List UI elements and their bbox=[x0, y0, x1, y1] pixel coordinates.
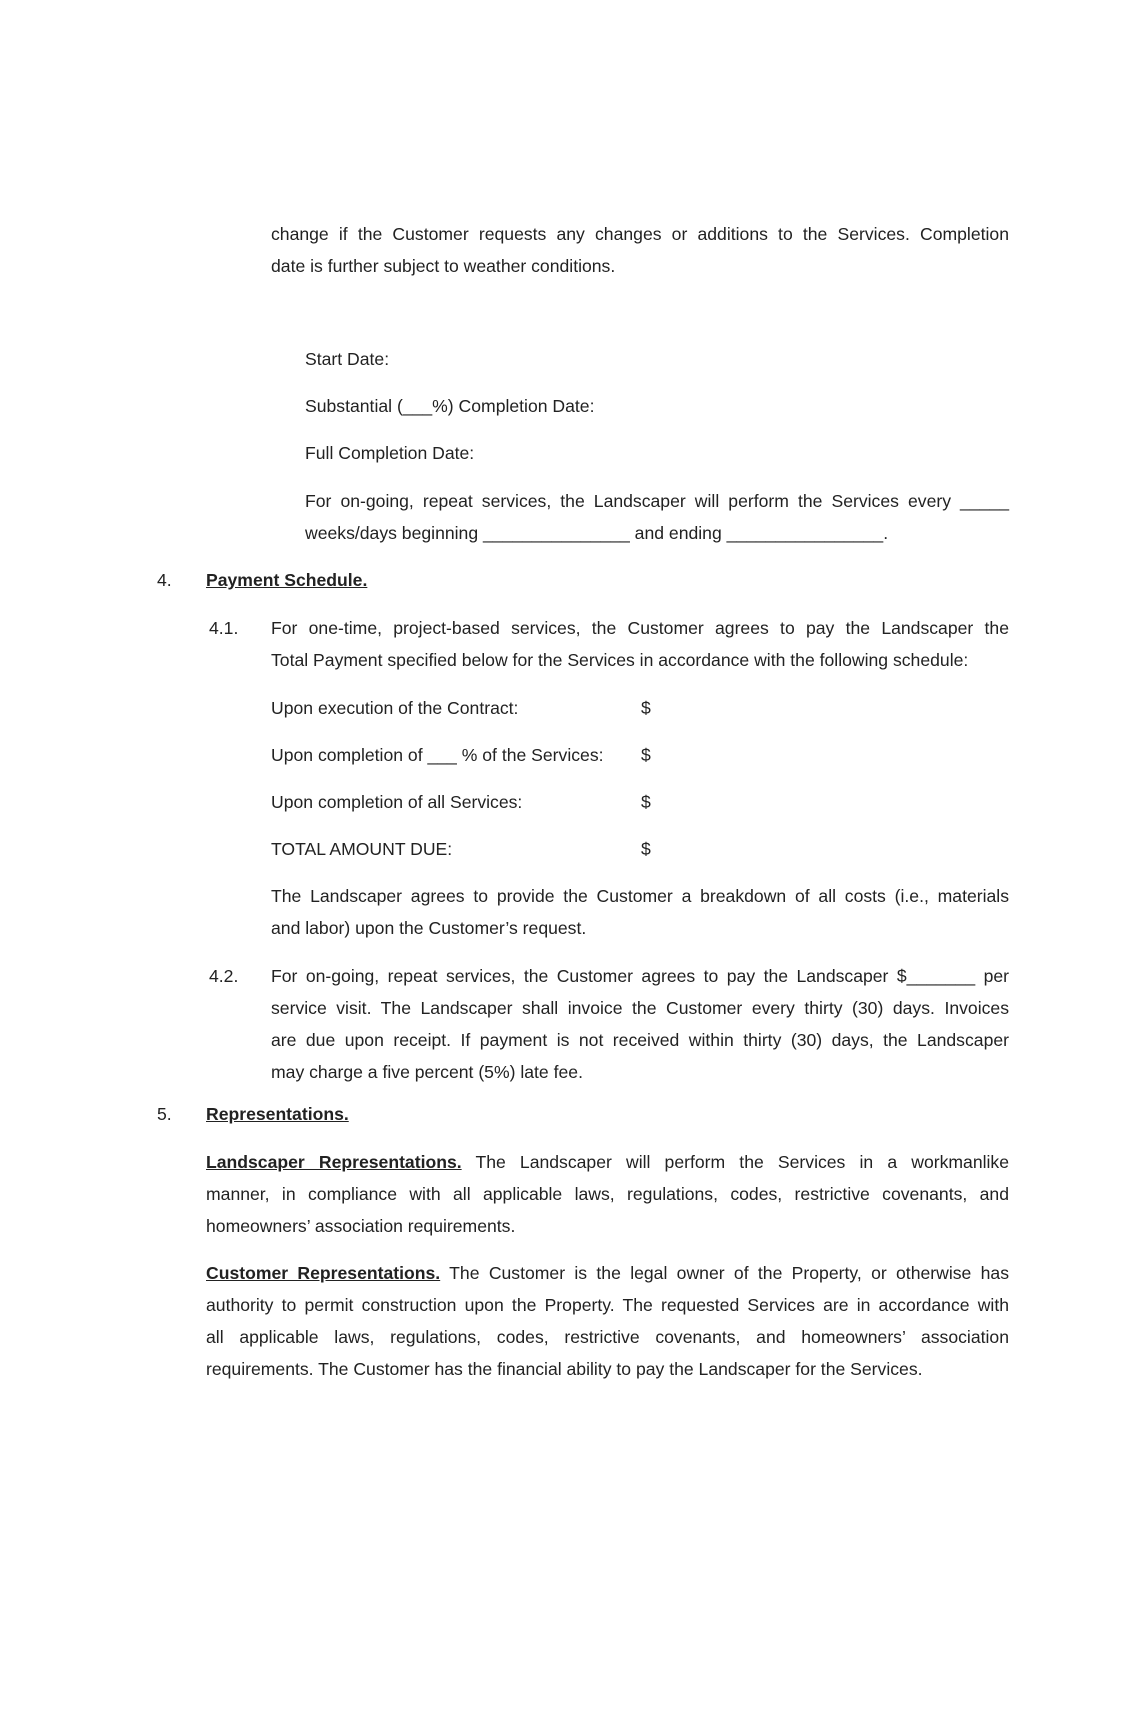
payment-row-currency-partial: $ bbox=[641, 745, 651, 765]
section-4-1-number: 4.1. bbox=[209, 618, 239, 638]
ongoing-line-1: For on-going, repeat services, the Landscaper will perform the Services every _____ bbox=[305, 491, 1009, 511]
section-4-heading: Payment Schedule. bbox=[206, 570, 368, 590]
section-4-number: 4. bbox=[157, 570, 172, 590]
intro-paragraph bbox=[271, 218, 1009, 282]
section-4-2-line-3: are due upon receipt. If payment is not received within thirty (30) days, the Landscaper bbox=[271, 1030, 1009, 1050]
payment-row-label-all-services: Upon completion of all Services: bbox=[271, 792, 523, 812]
customer-representations-line-1 bbox=[206, 1257, 1009, 1289]
cost-breakdown-paragraph bbox=[271, 880, 1009, 944]
landscaper-representations-line-2: manner, in compliance with all applicable laws, regulations, codes, restrictive covenants, and bbox=[206, 1184, 1009, 1204]
customer-representations-paragraph bbox=[206, 1257, 1009, 1385]
cost-breakdown-line-2: and labor) upon the Customer’s request. bbox=[271, 918, 587, 938]
section-4-1-paragraph bbox=[271, 612, 1009, 676]
customer-representations-line-2: authority to permit construction upon the Property. The requested Services are in accordance with bbox=[206, 1295, 1009, 1315]
section-5-heading: Representations. bbox=[206, 1104, 349, 1124]
ongoing-schedule-paragraph bbox=[305, 485, 1009, 549]
customer-representations-line-4: requirements. The Customer has the financial ability to pay the Landscaper for the Services. bbox=[206, 1359, 923, 1379]
section-4-2-paragraph bbox=[271, 960, 1009, 1088]
section-4-2-line-1: For on-going, repeat services, the Customer agrees to pay the Landscaper $_______ per bbox=[271, 966, 1009, 986]
section-4-1-line-1: For one-time, project-based services, the Customer agrees to pay the Landscaper the bbox=[271, 618, 1009, 638]
payment-row-currency-total: $ bbox=[641, 839, 651, 859]
section-4-1-line-2: Total Payment specified below for the Services in accordance with the following schedule: bbox=[271, 650, 969, 670]
substantial-completion-label: Substantial (___%) Completion Date: bbox=[305, 396, 595, 416]
payment-row-label-execution: Upon execution of the Contract: bbox=[271, 698, 519, 718]
landscaper-representations-line-1-text: The Landscaper will perform the Services in a workmanlike bbox=[461, 1152, 1010, 1172]
landscaper-representations-paragraph bbox=[206, 1146, 1009, 1242]
customer-representations-line-3: all applicable laws, regulations, codes, restrictive covenants, and homeowners’ association bbox=[206, 1327, 1009, 1347]
payment-row-currency-all-services: $ bbox=[641, 792, 651, 812]
payment-row-currency-execution: $ bbox=[641, 698, 651, 718]
landscaper-representations-title: Landscaper Representations. bbox=[206, 1152, 462, 1172]
customer-representations-line-1-text: The Customer is the legal owner of the Property, or otherwise has bbox=[440, 1263, 1010, 1283]
start-date-label: Start Date: bbox=[305, 349, 390, 369]
intro-line-2: date is further subject to weather conditions. bbox=[271, 256, 616, 276]
section-4-2-line-2: service visit. The Landscaper shall invoice the Customer every thirty (30) days. Invoices bbox=[271, 998, 1009, 1018]
ongoing-line-2: weeks/days beginning _______________ and ending ________________. bbox=[305, 523, 889, 543]
payment-row-label-partial: Upon completion of ___ % of the Services: bbox=[271, 745, 604, 765]
section-4-2-line-4: may charge a five percent (5%) late fee. bbox=[271, 1062, 583, 1082]
intro-line-1: change if the Customer requests any changes or additions to the Services. Completion bbox=[271, 224, 1009, 244]
landscaper-representations-line-1 bbox=[206, 1146, 1009, 1178]
cost-breakdown-line-1: The Landscaper agrees to provide the Customer a breakdown of all costs (i.e., materials bbox=[271, 886, 1009, 906]
landscaper-representations-line-3: homeowners’ association requirements. bbox=[206, 1216, 516, 1236]
section-5-number: 5. bbox=[157, 1104, 172, 1124]
payment-row-label-total: TOTAL AMOUNT DUE: bbox=[271, 839, 453, 859]
section-4-2-number: 4.2. bbox=[209, 966, 239, 986]
customer-representations-title: Customer Representations. bbox=[206, 1263, 441, 1283]
full-completion-label: Full Completion Date: bbox=[305, 443, 475, 463]
